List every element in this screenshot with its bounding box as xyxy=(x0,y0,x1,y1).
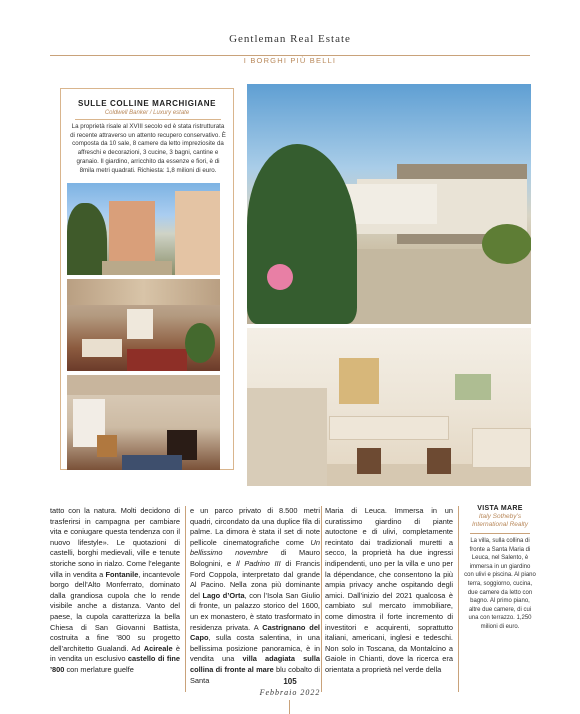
sidebar-description: La proprietà risale al XVIII secolo ed è stata ristrutturata di recente attraverso un attento recupero conservativo. È composta da 10 sale, 8 camere da letto impreziosite da affreschi e decorazioni, 3 cucine, 3 bagni, cantine e granaio. Il giardino, arricchito da essenze e fiori, è di 8mila metri quadrati. Richiesta: 1,8 milioni di euro. xyxy=(70,123,226,174)
section-subtitle xyxy=(0,50,580,68)
vista-mare-box xyxy=(464,505,536,632)
photo-path xyxy=(102,261,172,275)
column-text: di Francis Ford Coppola, interpretato dal grande Al Pacino. Nella zona più dominante del xyxy=(190,558,321,600)
place-name: Fontanile xyxy=(105,569,139,579)
film-title: Il Padrino III xyxy=(235,558,281,568)
column-text: , sulla costa salentina, in una bellissima posizione panoramica, è in vendita una xyxy=(190,633,320,664)
photo-stairs xyxy=(247,388,327,486)
vista-description: La villa, sulla collina di fronte a Santa Maria di Leuca, nel Salento, è immersa in un giardino con ulivi e piscina. Al piano terra, soggiorno, cucina, due camere da letto con bagno. Al primo piano, altre due camere, di cui una con terrazzo. 1,250 milioni di euro. xyxy=(464,538,536,630)
piano-room-photo xyxy=(67,375,220,470)
column-text: , con l’Isola San Giulio di fronte, un palazzo storico del 1600, un ex monastero, è stato trasformato in residenza privata. A xyxy=(190,590,320,632)
photo-side-table xyxy=(357,448,381,474)
sidebar-title: SULLE COLLINE MARCHIGIANE xyxy=(77,99,217,108)
column-text: blu cobalto di Santa xyxy=(190,664,320,685)
column-text: e un parco privato di 8.500 metri quadri, circondato da una duplice fila di palme. La dimora è stata il set di note pellicole cinematografiche come xyxy=(190,506,320,547)
vista-title: VISTA MARE xyxy=(477,505,523,512)
vista-agency: Italy Sotheby’s International Realty xyxy=(471,513,528,528)
column-text: tatto con la natura. Molti decidono di trasferirsi in campagna per cambiare vita e coniugare questa tendenza con il nuovo lifestyle». Le quotazioni di castelli, borghi medievali, ville e tenute storiche sono in rialzo. Come l’elegante villa in vendita a xyxy=(50,506,180,579)
photo-palm xyxy=(247,144,357,324)
photo-villa-building xyxy=(109,201,155,263)
photo-frescoed-ceiling xyxy=(67,279,220,305)
frescoed-salon-photo xyxy=(67,279,220,371)
page-number: 105 xyxy=(283,677,297,686)
column-text: con merlature guelfe xyxy=(64,664,134,674)
photo-rug xyxy=(127,349,187,371)
column-divider xyxy=(185,506,186,692)
vista-divider xyxy=(470,533,530,534)
place-name: Lago d’Orta xyxy=(202,590,245,600)
article-column-2 xyxy=(190,506,320,686)
property-highlight: villa adagiata sulla collina di fronte al mare xyxy=(190,654,320,674)
photo-sofa xyxy=(329,416,449,440)
article-column-3: Maria di Leuca. Immersa in un curatissimo giardino di piante autoctone e di ulivi, completamente recintato dai tradizionali muretti a secco, la proprietà ha due ingressi indipendenti, uno per la villa e uno per la dépendance, che consentono la più ampia privacy anche ospitando degli amici. Dall’inizio del 2021 qualcosa è cambiato sul mercato immobiliare, come dimostra il forte incremento di investitori e acquirenti, soprattutto italiani, americani, inglesi e tedeschi. Non solo in Toscana, da Montalcino a Gaiole in Chianti, dove la ricerca era orientata a proprietà nel verde della xyxy=(325,506,453,674)
column-text: di Mauro Bolognini, e xyxy=(190,548,320,568)
photo-plant xyxy=(185,323,215,363)
column-text: , incantevole borgo dell’Alto Monferrato, dominato dalla grandiosa cupola che lo rende visibile anche a distanza. Vanto del paese, la cupola caratterizza la bella Chiesa di San Giovanni Battista, costruita a fine ’800 su progetto dell’architetto Gualandi. Ad xyxy=(50,569,181,653)
sidebar-divider xyxy=(75,119,221,120)
place-name: Castrignano del Capo xyxy=(190,622,320,643)
photo-armchair xyxy=(97,435,117,457)
photo-ceiling xyxy=(67,375,220,395)
photo-side-table-2 xyxy=(427,448,451,474)
living-room-photo xyxy=(247,328,531,486)
photo-rug xyxy=(122,455,182,470)
property-highlight: castello di fine ’800 xyxy=(50,654,180,674)
villa-facade-photo xyxy=(67,183,220,275)
film-title: Un bellissimo novembre xyxy=(190,537,320,558)
sidebar-agency: Coldwell Banker / Luxury estate xyxy=(104,110,190,116)
photo-tree xyxy=(67,203,107,275)
footer-divider xyxy=(289,700,290,714)
section-subtitle-text: I BORGHI PIÙ BELLI xyxy=(236,56,344,65)
magazine-title: Gentleman Real Estate xyxy=(229,33,351,45)
photo-bush xyxy=(482,224,531,264)
terrace-villa-photo xyxy=(247,84,531,324)
column-divider xyxy=(321,506,322,692)
photo-window xyxy=(127,309,153,339)
photo-sofa xyxy=(82,339,122,357)
photo-sofa-side xyxy=(472,428,531,468)
photo-painting xyxy=(339,358,379,404)
photo-flowers xyxy=(267,264,293,290)
photo-side-building xyxy=(175,191,220,275)
photo-painting-small xyxy=(455,374,491,400)
column-text: è in vendita un esclusivo xyxy=(50,643,180,664)
place-name: Acireale xyxy=(143,643,173,653)
issue-date: Febbraio 2022 xyxy=(259,688,321,697)
column-divider xyxy=(458,506,459,692)
article-column-1 xyxy=(50,506,180,676)
